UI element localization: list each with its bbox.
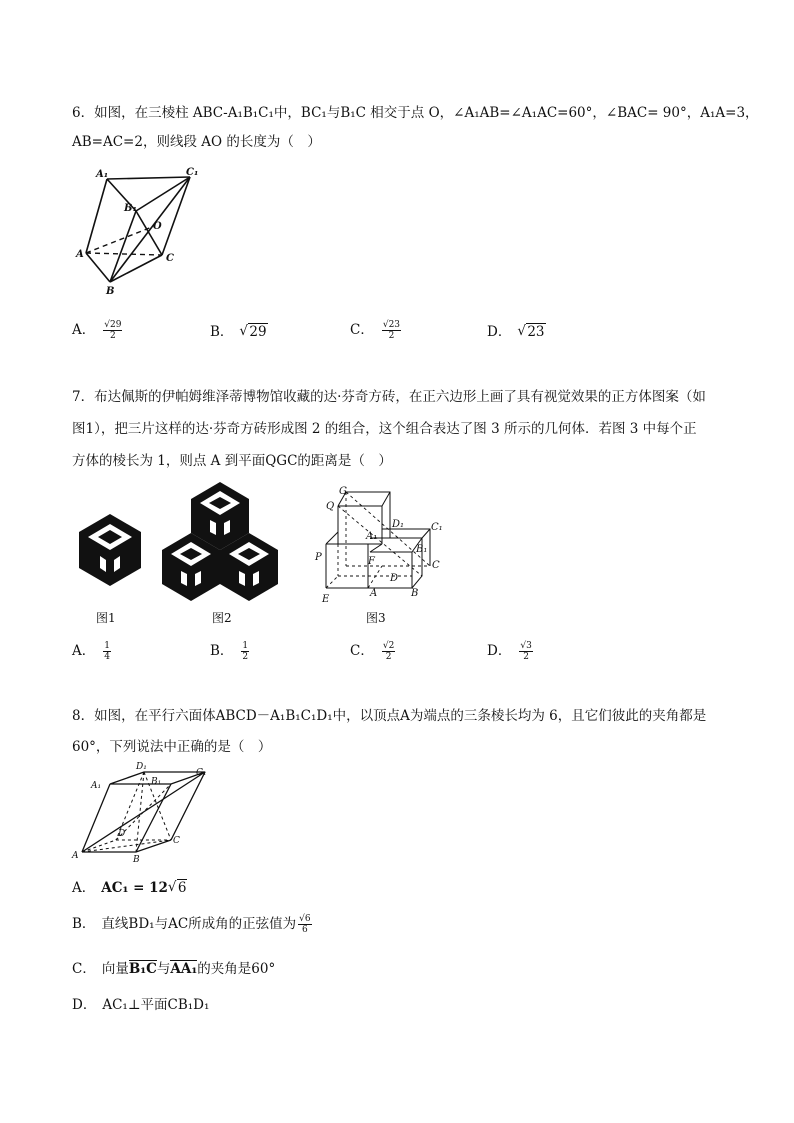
q6-option-c-num: √23 (382, 320, 401, 330)
q8-label-D1: D₁ (136, 762, 147, 772)
q8-option-b-num: √6 (299, 914, 311, 924)
q6-label-C1: C₁ (186, 167, 199, 178)
q7-option-c-label: C． (350, 643, 374, 659)
q7-text-line2: 图1），把三片这样的达·芬奇方砖形成图 2 的组合，这个组合表达了图 3 所示的几何体．若图 3 中每个正 (72, 421, 697, 437)
q6-label-B: B (106, 286, 115, 297)
q7-fig1-tile (76, 512, 144, 588)
q7-label-F: F (368, 556, 375, 567)
q7-label-D1: D₁ (392, 519, 405, 530)
q8-option-c-text3: 的夹角是60° (197, 961, 276, 977)
q6-label-O: O (153, 221, 162, 232)
q8-option-c[interactable] (72, 957, 275, 977)
q8-option-c-text2: 与 (156, 961, 171, 977)
q8-option-c-text1: 向量 (101, 961, 129, 977)
q7-option-d-den: 2 (523, 652, 529, 662)
q8-label-C: C (173, 836, 180, 846)
q8-option-d[interactable] (72, 993, 209, 1013)
q6-prism-figure (72, 165, 212, 300)
q6-text-line1: 6．如图，在三棱柱 ABC-A₁B₁C₁中，BC₁与B₁C 相交于点 O，∠A₁AB=∠A₁AC=60°，∠BAC= 90°，A₁A=3， (72, 105, 759, 121)
q8-option-b-text: 直线BD₁与AC所成角的正弦值为 (101, 916, 297, 932)
q7-label-A: A (370, 588, 378, 599)
q7-label-Q: Q (326, 501, 335, 512)
q7-fig2-tiles (160, 480, 280, 602)
q7-label-E: E (322, 594, 330, 605)
q7-option-a-den: 4 (104, 652, 110, 662)
q8-parallelepiped-figure (70, 760, 215, 865)
q7-label-P: P (315, 552, 322, 563)
q8-option-c-label: C． (72, 961, 96, 977)
q7-label-C: C (432, 560, 440, 571)
q8-option-a-rad: 6 (177, 880, 187, 896)
q6-label-A: A (76, 249, 84, 260)
q7-option-c[interactable] (350, 639, 395, 662)
q8-label-D: D (118, 829, 126, 839)
q8-option-d-label: D． (72, 997, 97, 1013)
q7-option-c-den: 2 (385, 652, 392, 662)
q8-option-a[interactable] (72, 876, 187, 896)
q7-fig2-caption: 图2 (212, 611, 232, 625)
q6-option-b-rad: 29 (249, 324, 267, 340)
q8-option-c-vec1: B₁C (128, 961, 157, 977)
q8-label-B1: B₁ (151, 777, 162, 787)
q8-option-c-vec2: AA₁ (170, 961, 198, 977)
q6-option-a-den: 2 (109, 331, 116, 341)
q8-option-d-text: AC₁⊥平面CB₁D₁ (102, 997, 210, 1013)
q7-option-d-num: √3 (520, 641, 532, 651)
q7-label-C1: C₁ (431, 522, 443, 533)
q7-option-c-num: √2 (382, 641, 395, 651)
q8-label-B: B (133, 855, 140, 865)
q7-label-A1: A₁ (366, 531, 378, 542)
q8-option-b-label: B． (72, 916, 96, 932)
q6-option-c[interactable] (350, 318, 401, 341)
q6-text-line2: AB=AC=2，则线段 AO 的长度为（ ） (72, 134, 321, 150)
q8-text-line1: 8．如图，在平行六面体ABCD－A₁B₁C₁D₁中，以顶点A为端点的三条棱长均为 6，且它们彼此的夹角都是 (72, 708, 707, 724)
q7-text-line1: 7．布达佩斯的伊帕姆维泽蒂博物馆收藏的达·芬奇方砖，在正六边形上画了具有视觉效果的正方体图案（如 (72, 389, 706, 405)
q7-label-B: B (411, 588, 419, 599)
q6-option-d-rad: 23 (527, 324, 545, 340)
q7-option-d-label: D． (487, 643, 512, 659)
q7-text-line3: 方体的棱长为 1，则点 A 到平面QGC的距离是（ ） (72, 453, 392, 469)
q6-option-c-den: 2 (388, 331, 395, 341)
q7-option-b-num: 1 (242, 641, 249, 651)
q7-label-D: D (390, 573, 399, 584)
q6-label-B1: B₁ (124, 203, 137, 214)
q7-fig3-solid (312, 482, 452, 610)
q8-option-b[interactable] (72, 912, 312, 935)
q6-option-a-num: √29 (104, 320, 122, 330)
q6-label-A1: A₁ (96, 169, 109, 180)
q6-option-d-label: D． (487, 324, 512, 340)
q7-fig3-caption: 图3 (366, 611, 386, 625)
q8-label-A1: A₁ (91, 781, 102, 791)
q6-option-b-label: B． (210, 324, 234, 340)
q7-option-b-label: B． (210, 643, 234, 659)
q8-label-A: A (72, 851, 79, 861)
q7-fig1-caption: 图1 (96, 611, 116, 625)
q7-option-b[interactable] (210, 639, 249, 662)
q6-option-a[interactable] (72, 318, 122, 341)
q6-option-c-label: C． (350, 322, 374, 338)
q7-label-G: G (339, 486, 347, 497)
q6-label-C: C (166, 253, 174, 264)
q8-option-b-den: 6 (302, 925, 308, 935)
q7-option-a-num: 1 (104, 641, 110, 651)
q7-option-b-den: 2 (242, 652, 249, 662)
q8-option-a-text: AC₁ = 12 (101, 880, 168, 896)
q8-label-C1: C₁ (196, 768, 207, 778)
q8-option-a-label: A． (72, 880, 96, 896)
q6-option-b[interactable] (210, 320, 268, 340)
q7-option-d[interactable] (487, 639, 533, 662)
q7-option-a-label: A． (72, 643, 96, 659)
q6-option-d[interactable] (487, 320, 546, 340)
q8-text-line2: 60°，下列说法中正确的是（ ） (72, 739, 272, 755)
q7-label-B1: B₁ (416, 544, 428, 555)
q7-option-a[interactable] (72, 639, 111, 662)
q6-option-a-label: A． (72, 322, 96, 338)
